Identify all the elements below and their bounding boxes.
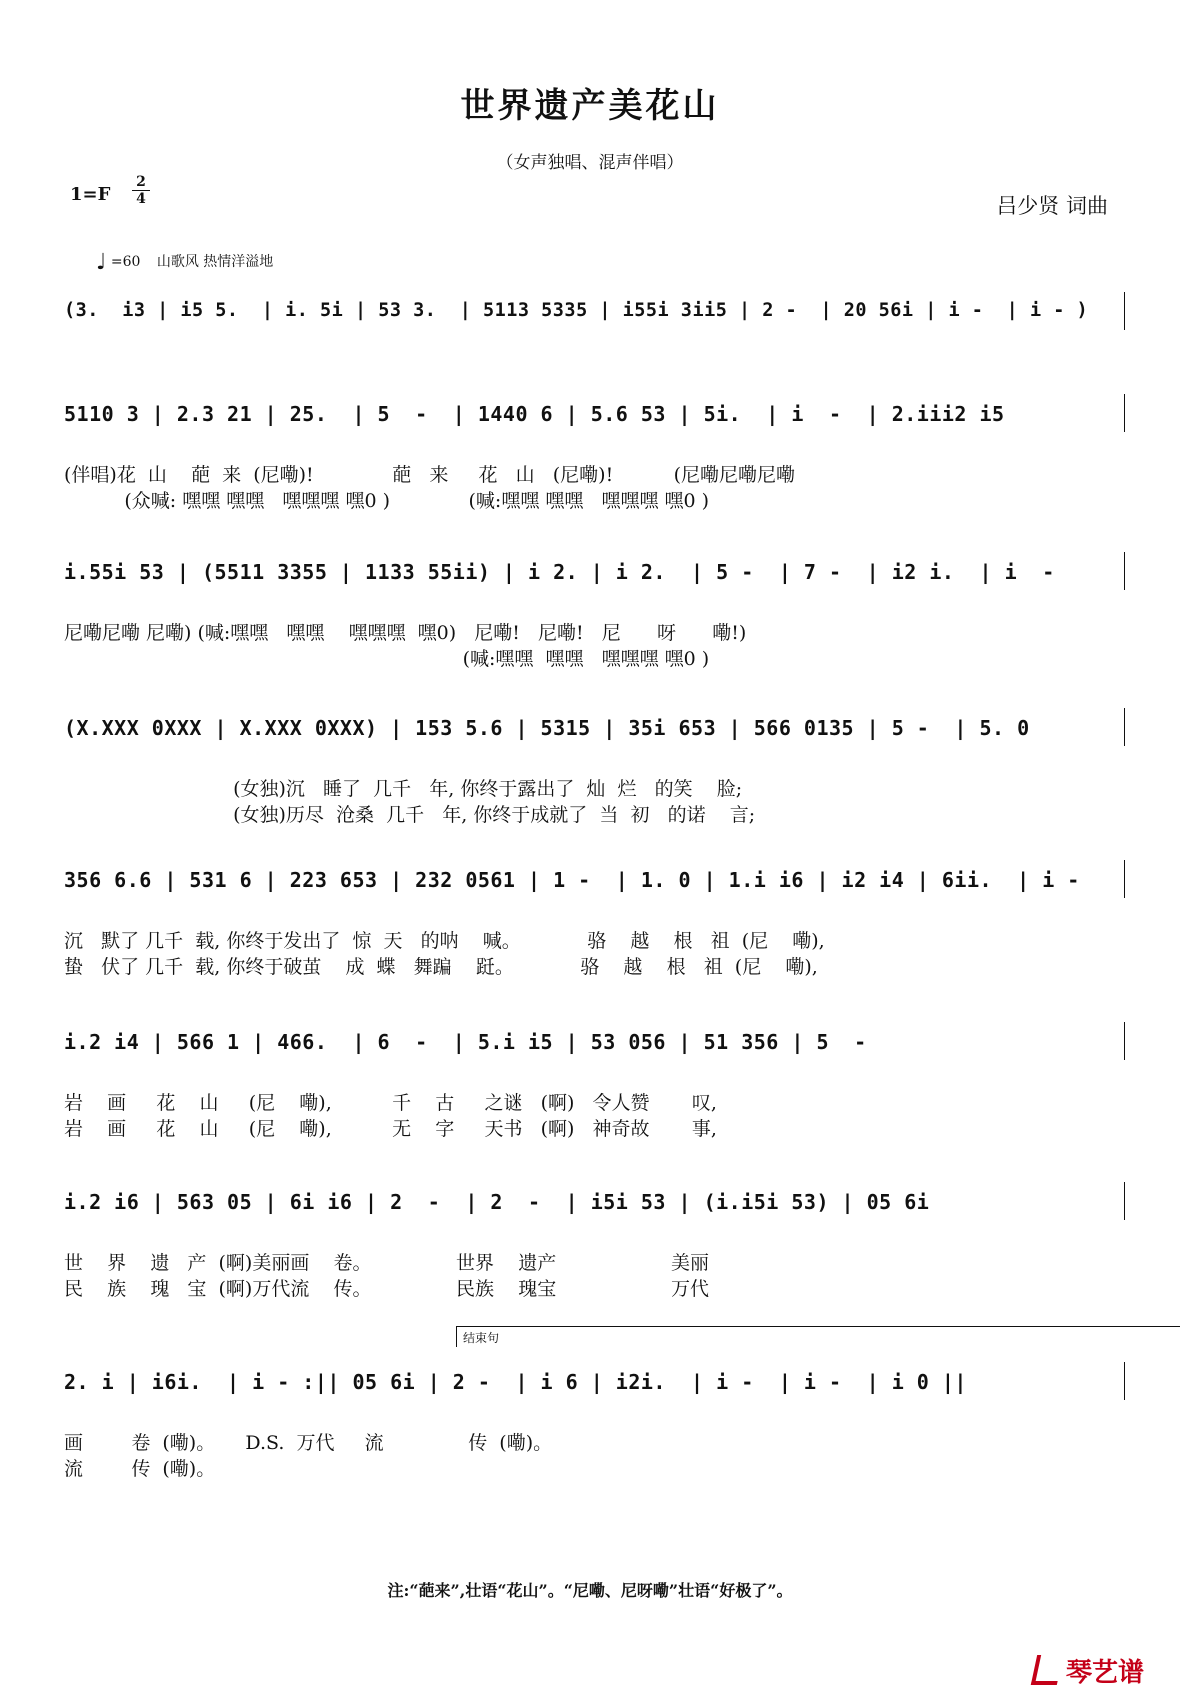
notes-text: 5110 3 | 2.3 21 | 25. | 5 - | 1440 6 | 5.6 53 | 5i. | i - | 2.iii2 i5 [64,402,1005,426]
score-system [64,868,1130,978]
composer-credit: 吕少贤 词曲 [996,194,1108,218]
score-system [64,300,1130,340]
barline [1124,1362,1125,1400]
score-subtitle: （女声独唱、混声伴唱） [496,153,684,173]
notes-text: i.2 i4 | 566 1 | 466. | 6 - | 5.i i5 | 53 056 | 51 356 | 5 - [64,1030,867,1054]
lyric-line: (女独)历尽 沧桑 几千 年, 你终于成就了 当 初 的诺 言; [64,804,756,826]
score-system [64,560,1130,670]
score-system [64,1190,1130,1300]
notes-row [64,716,1130,756]
ending-bracket [456,1326,1180,1347]
lyric-line: 尼嘞尼嘞 尼嘞) (喊:嘿嘿 嘿嘿 嘿嘿嘿 嘿0) 尼嘞! 尼嘞! 尼 呀 嘞!) [64,622,747,644]
notes-text: 356 6.6 | 531 6 | 223 653 | 232 0561 | 1 - | 1. 0 | 1.i i6 | i2 i4 | 6ii. | i - [64,868,1080,892]
watermark-logo [1034,1652,1144,1689]
barline [1124,552,1125,590]
ending-label: 结束句 [463,1331,500,1345]
notes-row [64,1030,1130,1070]
notes-text: i.55i 53 | (5511 3355 | 1133 55ii) | i 2. | i 2. | 5 - | 7 - | i2 i. | i - [64,560,1055,584]
barline [1124,1182,1125,1220]
barline [1124,1022,1125,1060]
score-system [64,716,1130,826]
lyric-line: (伴唱)花 山 葩 来 (尼嘞)! 葩 来 花 山 (尼嘞)! (尼嘞尼嘞尼嘞 [64,464,796,486]
footnote: 注:“葩来”,壮语“花山”。“尼嘞、尼呀嘞”壮语“好极了”。 [387,1581,793,1600]
quarter-note-icon: ♩ [96,250,107,275]
lyric-line: (众喊: 嘿嘿 嘿嘿 嘿嘿嘿 嘿0 ) (喊:嘿嘿 嘿嘿 嘿嘿嘿 嘿0 ) [64,490,710,512]
notes-text: i.2 i6 | 563 05 | 6i i6 | 2 - | 2 - | i5i 53 | (i.i5i 53) | 05 6i [64,1190,930,1214]
key-signature: 1=F [70,184,111,205]
notes-row [64,1331,1130,1410]
time-signature [132,174,150,207]
lyric-line: (喊:嘿嘿 嘿嘿 嘿嘿嘿 嘿0 ) [64,648,710,670]
lyric-line: 世 界 遗 产 (啊)美丽画 卷。 世界 遗产 美丽 [64,1252,709,1274]
notes-row [64,300,1130,340]
barline [1124,708,1125,746]
lyric-line: 沉 默了 几千 载, 你终于发出了 惊 天 的呐 喊。 骆 越 根 祖 (尼 嘞), [64,930,825,952]
lyric-line: 画 卷 (嘞)。 D.S. 万代 流 传 (嘞)。 [64,1432,553,1454]
tempo-marking [96,250,273,275]
watermark-text: 琴艺谱 [1065,1658,1144,1688]
time-signature-top: 2 [132,174,150,191]
notes-text: 2. i | i6i. | i - :|| 05 6i | 2 - | i 6 | i2i. | i - | i - | i 0 || [64,1370,967,1394]
barline [1124,860,1125,898]
notes-row [64,402,1130,442]
tempo-style: 山歌风 热情洋溢地 [156,254,274,270]
lyric-line: 蛰 伏了 几千 载, 你终于破茧 成 蝶 舞蹁 跹。 骆 越 根 祖 (尼 嘞), [64,956,818,978]
lyric-line: 流 传 (嘞)。 [64,1458,216,1480]
score-system [64,1030,1130,1140]
time-signature-bottom: 4 [136,191,146,207]
score-system [64,1331,1130,1480]
lyric-line: 岩 画 花 山 (尼 嘞), 千 古 之谜 (啊) 令人赞 叹, [64,1092,717,1114]
score-title: 世界遗产美花山 [460,86,720,126]
notes-row [64,560,1130,600]
notes-text: (3. i3 | i5 5. | i. 5i | 53 3. | 5113 5335 | i55i 3ii5 | 2 - | 20 56i | i - | i - ) [64,300,1089,321]
barline [1124,292,1125,330]
lyric-line: 民 族 瑰 宝 (啊)万代流 传。 民族 瑰宝 万代 [64,1278,709,1300]
notes-row [64,1190,1130,1230]
lyric-line: 岩 画 花 山 (尼 嘞), 无 字 天书 (啊) 神奇故 事, [64,1118,717,1140]
lyric-line: (女独)沉 睡了 几千 年, 你终于露出了 灿 烂 的笑 脸; [64,778,743,800]
notes-text: (X.XXX 0XXX | X.XXX 0XXX) | 153 5.6 | 5315 | 35i 653 | 566 0135 | 5 - | 5. 0 [64,716,1030,740]
logo-icon [1031,1655,1063,1685]
tempo-bpm: =60 [110,254,141,270]
notes-row [64,868,1130,908]
score-system [64,402,1130,512]
barline [1124,394,1125,432]
